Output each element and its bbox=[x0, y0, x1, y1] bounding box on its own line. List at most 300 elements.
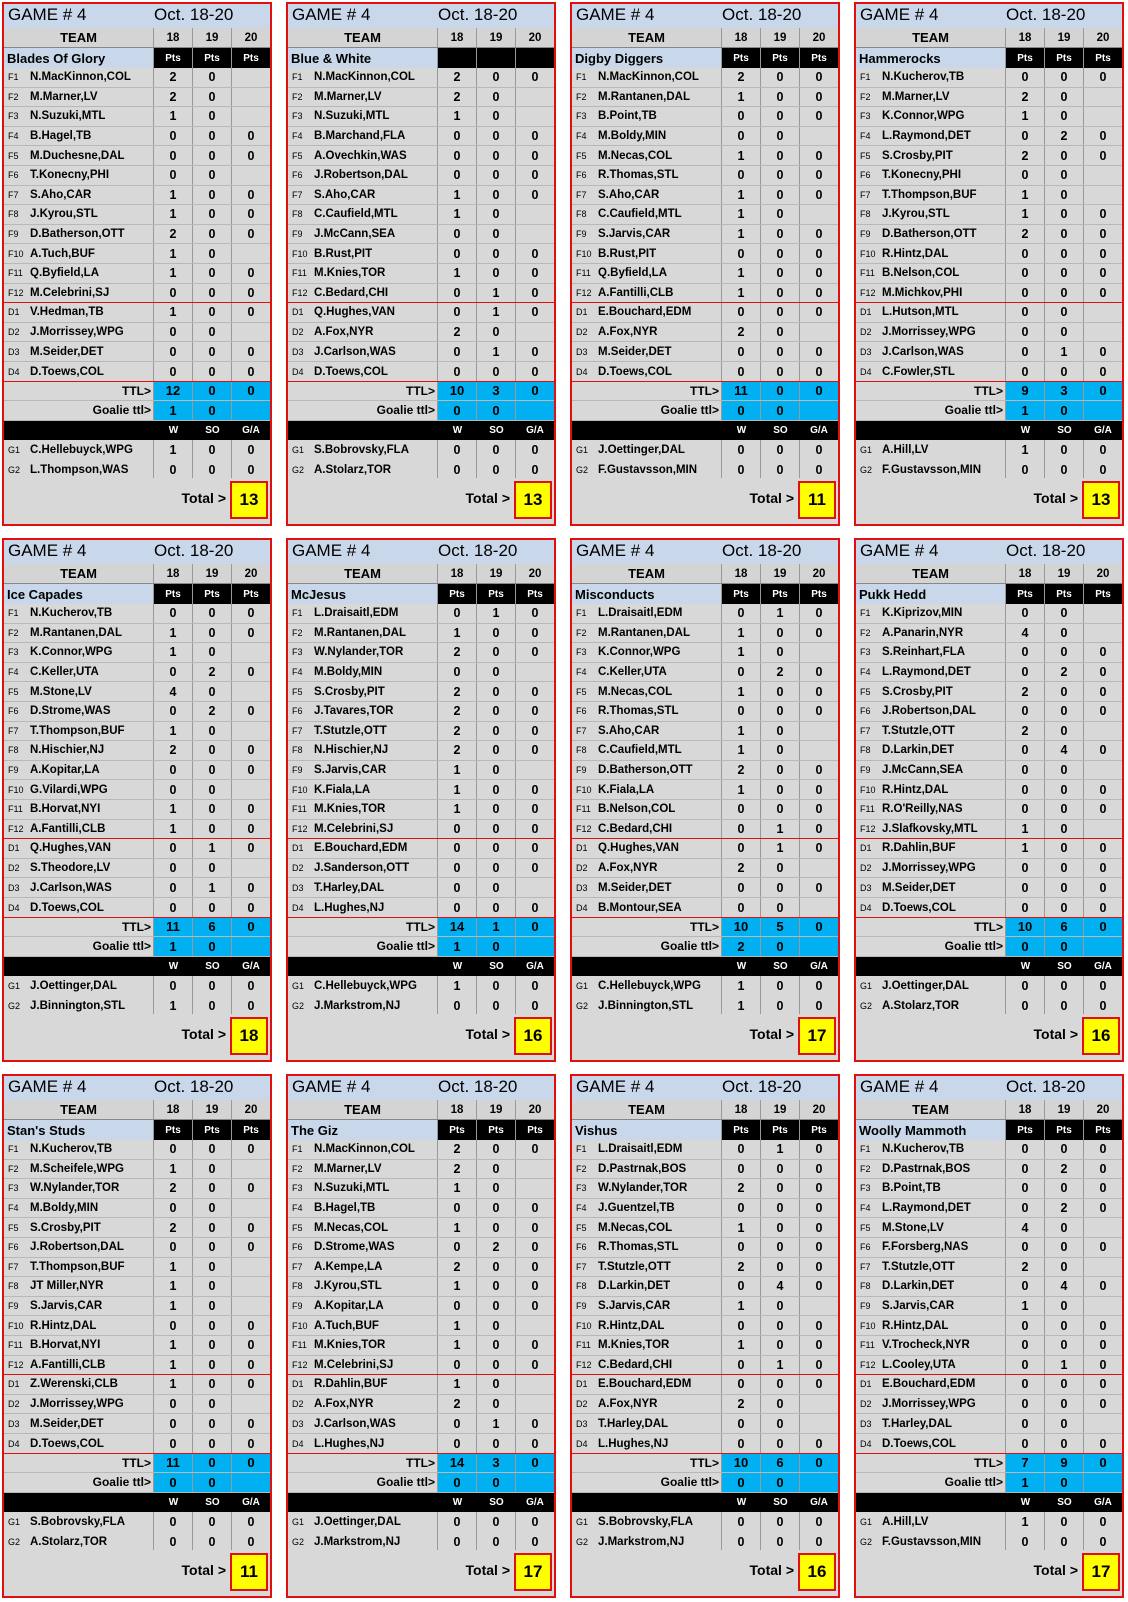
roster-slot: D2 bbox=[292, 863, 304, 874]
stat-value: 0 bbox=[193, 1434, 232, 1454]
player-name: L.Raymond,DET bbox=[882, 130, 971, 143]
stat-value: 0 bbox=[1045, 205, 1084, 224]
player-row bbox=[572, 878, 838, 898]
player-cell bbox=[572, 205, 722, 224]
player-name: S.Crosby,PIT bbox=[314, 685, 385, 698]
stat-value: 0 bbox=[1099, 1534, 1107, 1549]
stat-value: 0 bbox=[1099, 1318, 1107, 1333]
player-name: J.Carlson,WAS bbox=[314, 1417, 396, 1430]
stat-value: 0 bbox=[438, 839, 477, 858]
stat-value: 2 bbox=[438, 88, 477, 107]
player-name: M.Rantanen,DAL bbox=[314, 626, 406, 639]
roster-slot: G1 bbox=[292, 445, 305, 456]
pts-label: Pts bbox=[761, 1120, 800, 1140]
stat-value: 1 bbox=[193, 839, 232, 858]
stat-value: 0 bbox=[1099, 704, 1107, 719]
player-cell bbox=[4, 604, 154, 623]
player-row bbox=[288, 741, 554, 761]
stat-value: 1 bbox=[722, 264, 761, 283]
player-name: A.Kopitar,LA bbox=[30, 764, 100, 777]
total-row bbox=[288, 1014, 554, 1060]
total-label: Total > bbox=[181, 490, 226, 506]
player-row bbox=[4, 1258, 270, 1278]
stat-value: 0 bbox=[1099, 645, 1107, 660]
player-name: M.Rantanen,DAL bbox=[30, 626, 122, 639]
ttl-value: 0 bbox=[800, 1454, 838, 1473]
team-column-label: TEAM bbox=[4, 28, 154, 47]
player-name: Z.Werenski,CLB bbox=[30, 1378, 118, 1391]
player-row bbox=[572, 624, 838, 644]
player-cell bbox=[288, 1512, 438, 1532]
stat-value: 0 bbox=[1045, 323, 1084, 342]
stat-value: 2 bbox=[722, 1258, 761, 1277]
total-row bbox=[4, 1014, 270, 1060]
player-name: M.Rantanen,DAL bbox=[598, 90, 690, 103]
stat-value: 0 bbox=[247, 900, 255, 915]
stat-value: 0 bbox=[1099, 782, 1107, 797]
stat-value: 1 bbox=[154, 996, 193, 1016]
stat-value: 0 bbox=[815, 763, 823, 778]
player-cell bbox=[572, 284, 722, 304]
player-name: A.Fox,NYR bbox=[314, 1398, 374, 1411]
stat-value: 0 bbox=[761, 741, 800, 760]
stat-value: 0 bbox=[1045, 820, 1084, 840]
stat-value: 0 bbox=[722, 702, 761, 721]
pts-label: Pts bbox=[232, 1120, 270, 1140]
stat-value bbox=[1084, 1414, 1122, 1433]
player-cell bbox=[4, 682, 154, 701]
roster-slot: G1 bbox=[576, 445, 589, 456]
stat-value: 0 bbox=[193, 898, 232, 918]
stat-value: 2 bbox=[1006, 682, 1045, 701]
player-cell bbox=[4, 1434, 154, 1454]
stat-value: 0 bbox=[815, 168, 823, 183]
stat-value: 0 bbox=[1045, 976, 1084, 996]
team-column-label: TEAM bbox=[4, 1100, 154, 1119]
player-row bbox=[288, 1512, 554, 1532]
player-row bbox=[288, 68, 554, 88]
player-row bbox=[572, 323, 838, 343]
stat-value: 0 bbox=[438, 1238, 477, 1257]
stat-value: 2 bbox=[722, 1179, 761, 1198]
player-row bbox=[856, 342, 1122, 362]
goalie-ttl-value bbox=[800, 1473, 838, 1492]
stat-value: 0 bbox=[438, 878, 477, 897]
stat-value: 0 bbox=[722, 1356, 761, 1376]
player-cell bbox=[572, 1356, 722, 1376]
player-name: J.Kyrou,STL bbox=[314, 1280, 382, 1293]
stat-value bbox=[516, 1160, 554, 1179]
player-cell bbox=[572, 1218, 722, 1237]
ttl-value: 10 bbox=[722, 918, 761, 937]
player-name: T.Stutzle,OTT bbox=[882, 1260, 955, 1273]
stat-value: 0 bbox=[477, 225, 516, 244]
stat-value bbox=[800, 741, 838, 760]
game-number: GAME # 4 bbox=[292, 541, 371, 560]
stat-value: 0 bbox=[722, 1434, 761, 1454]
stat-value bbox=[232, 722, 270, 741]
stat-value: 0 bbox=[815, 1181, 823, 1196]
player-row bbox=[572, 741, 838, 761]
pts-label: Pts bbox=[1006, 584, 1045, 604]
stat-value: 0 bbox=[761, 342, 800, 361]
stat-value: 0 bbox=[247, 606, 255, 621]
player-name: M.Necas,COL bbox=[598, 149, 673, 162]
stat-value: 0 bbox=[193, 1199, 232, 1218]
player-name: J.Slafkovsky,MTL bbox=[882, 823, 978, 836]
stat-value: 0 bbox=[477, 643, 516, 662]
roster-slot: F8 bbox=[860, 209, 871, 220]
player-name: S.Crosby,PIT bbox=[30, 1221, 101, 1234]
player-row bbox=[288, 1238, 554, 1258]
pts-label: Pts bbox=[516, 1120, 554, 1140]
roster-slot: F12 bbox=[8, 288, 24, 299]
player-cell bbox=[288, 1395, 438, 1414]
stat-value: 2 bbox=[438, 68, 477, 87]
stat-value: 0 bbox=[761, 1258, 800, 1277]
roster-slot: G2 bbox=[8, 1536, 21, 1547]
stat-value: 0 bbox=[1099, 1161, 1107, 1176]
stat-value: 0 bbox=[815, 344, 823, 359]
stat-value: 1 bbox=[722, 1297, 761, 1316]
roster-slot: D2 bbox=[292, 1399, 304, 1410]
ttl-label: TTL> bbox=[4, 1454, 154, 1473]
ttl-value: 0 bbox=[1084, 918, 1122, 937]
stat-value: 1 bbox=[722, 1218, 761, 1237]
player-cell bbox=[4, 186, 154, 205]
total-row bbox=[572, 1550, 838, 1596]
stat-value: 0 bbox=[761, 1316, 800, 1335]
stat-value: 2 bbox=[722, 68, 761, 87]
player-row bbox=[856, 225, 1122, 245]
stat-value: 4 bbox=[1006, 624, 1045, 643]
player-row bbox=[572, 166, 838, 186]
player-name: N.Suzuki,MTL bbox=[30, 110, 106, 123]
ttl-value: 7 bbox=[1006, 1454, 1045, 1473]
stat-value: 0 bbox=[477, 1512, 516, 1532]
goalie-header-blank bbox=[572, 421, 722, 441]
stat-value: 0 bbox=[761, 996, 800, 1016]
player-cell bbox=[856, 1258, 1006, 1277]
player-row bbox=[572, 643, 838, 663]
player-cell bbox=[856, 1140, 1006, 1159]
roster-slot: F10 bbox=[860, 1320, 876, 1331]
game-number: GAME # 4 bbox=[576, 1077, 655, 1096]
days-header-row bbox=[4, 28, 270, 48]
day-label: 20 bbox=[1096, 31, 1110, 44]
player-row bbox=[856, 1199, 1122, 1219]
stat-value: 0 bbox=[531, 1259, 539, 1274]
roster-slot: F11 bbox=[292, 268, 307, 279]
player-row bbox=[4, 440, 270, 460]
team-panel bbox=[570, 1074, 840, 1598]
stat-value: 1 bbox=[438, 1179, 477, 1198]
player-name: N.Hischier,NJ bbox=[30, 744, 105, 757]
player-name: L.Raymond,DET bbox=[882, 1202, 971, 1215]
roster-slot: D4 bbox=[292, 1438, 304, 1449]
player-row bbox=[856, 1532, 1122, 1552]
player-name: M.Marner,LV bbox=[314, 90, 382, 103]
player-name: A.Fox,NYR bbox=[314, 326, 374, 339]
stat-value: 0 bbox=[477, 1434, 516, 1454]
stat-value: 2 bbox=[438, 1258, 477, 1277]
player-row bbox=[856, 460, 1122, 480]
roster-slot: F3 bbox=[8, 1183, 19, 1194]
day-label: 20 bbox=[812, 567, 826, 580]
stat-value: 0 bbox=[722, 1238, 761, 1257]
days-header-row bbox=[4, 1100, 270, 1120]
goalie-header-row bbox=[856, 1493, 1122, 1513]
stat-value: 0 bbox=[438, 1434, 477, 1454]
stat-value: 2 bbox=[1045, 663, 1084, 682]
player-name: L.Draisaitl,EDM bbox=[314, 607, 399, 620]
player-name: J.Markstrom,NJ bbox=[598, 1535, 685, 1548]
stat-value: 0 bbox=[1099, 1515, 1107, 1530]
stat-value: 0 bbox=[193, 624, 232, 643]
stat-value: 0 bbox=[761, 225, 800, 244]
total-row bbox=[4, 478, 270, 524]
player-name: S.Jarvis,CAR bbox=[598, 228, 671, 241]
stat-value: 0 bbox=[193, 1532, 232, 1552]
player-cell bbox=[572, 1277, 722, 1296]
player-row bbox=[572, 1434, 838, 1454]
stat-value: 0 bbox=[1006, 323, 1045, 342]
stat-value: 1 bbox=[761, 820, 800, 840]
player-row bbox=[4, 1218, 270, 1238]
stat-value: 4 bbox=[761, 1277, 800, 1296]
roster-slot: G1 bbox=[576, 981, 589, 992]
roster-slot: D4 bbox=[8, 1438, 20, 1449]
player-name: N.Kucherov,TB bbox=[882, 1143, 965, 1156]
roster-slot: D4 bbox=[8, 366, 20, 377]
player-row bbox=[856, 244, 1122, 264]
roster-slot: F5 bbox=[292, 150, 303, 161]
stat-value: 0 bbox=[722, 166, 761, 185]
player-name: C.Bedard,CHI bbox=[598, 823, 673, 836]
player-cell bbox=[288, 976, 438, 996]
roster-slot: F3 bbox=[8, 111, 19, 122]
roster-slot: D2 bbox=[292, 327, 304, 338]
total-row bbox=[4, 1550, 270, 1596]
player-cell bbox=[856, 107, 1006, 126]
stat-value: 0 bbox=[531, 266, 539, 281]
player-row bbox=[856, 761, 1122, 781]
goalie-ttl-value: 2 bbox=[722, 937, 761, 956]
stat-value: 0 bbox=[1099, 1358, 1107, 1373]
stat-value: 1 bbox=[722, 284, 761, 304]
stat-value: 0 bbox=[722, 898, 761, 918]
goalie-header-row bbox=[572, 421, 838, 441]
stat-value: 0 bbox=[477, 107, 516, 126]
day-label: 19 bbox=[477, 28, 516, 47]
stat-value bbox=[516, 205, 554, 224]
stat-value bbox=[1084, 88, 1122, 107]
stat-value: 1 bbox=[438, 107, 477, 126]
goalie-header-blank bbox=[288, 957, 438, 977]
stat-value: 0 bbox=[1045, 878, 1084, 897]
stat-value: 0 bbox=[477, 1395, 516, 1414]
stat-value: 1 bbox=[761, 1140, 800, 1159]
roster-slot: G1 bbox=[8, 445, 21, 456]
day-label: 19 bbox=[193, 28, 232, 47]
stat-value: 1 bbox=[154, 1336, 193, 1355]
player-name: R.O'Reilly,NAS bbox=[882, 803, 963, 816]
stat-value: 0 bbox=[815, 1515, 823, 1530]
player-row bbox=[288, 1199, 554, 1219]
pts-label: Pts bbox=[1084, 584, 1122, 604]
player-row bbox=[288, 460, 554, 480]
player-row bbox=[572, 1258, 838, 1278]
player-row bbox=[572, 682, 838, 702]
stat-value: 0 bbox=[247, 704, 255, 719]
player-row bbox=[572, 1512, 838, 1532]
stat-value: 0 bbox=[477, 1297, 516, 1316]
stat-value: 0 bbox=[761, 1238, 800, 1257]
pts-label: Pts bbox=[154, 584, 193, 604]
team-column-label: TEAM bbox=[856, 28, 1006, 47]
player-cell bbox=[572, 264, 722, 283]
roster-slot: F4 bbox=[860, 131, 871, 142]
day-label: 19 bbox=[1045, 28, 1084, 47]
stat-value: 0 bbox=[815, 1142, 823, 1157]
player-cell bbox=[288, 682, 438, 701]
ttl-value: 0 bbox=[1084, 1454, 1122, 1473]
player-cell bbox=[856, 839, 1006, 858]
player-row bbox=[856, 440, 1122, 460]
stat-value: 4 bbox=[154, 682, 193, 701]
roster-slot: F12 bbox=[860, 1360, 876, 1371]
roster-slot: F2 bbox=[8, 91, 19, 102]
stat-value: 0 bbox=[1045, 996, 1084, 1016]
team-panel bbox=[2, 538, 272, 1062]
player-name: T.Konecny,PHI bbox=[882, 169, 962, 182]
stat-value: 0 bbox=[193, 1179, 232, 1198]
roster-slot: F2 bbox=[860, 91, 871, 102]
days-header-row bbox=[288, 564, 554, 584]
stat-value: 2 bbox=[1006, 146, 1045, 165]
ttl-row bbox=[856, 382, 1122, 402]
stat-value: 0 bbox=[722, 362, 761, 382]
days-header-row bbox=[572, 564, 838, 584]
game-header bbox=[572, 4, 838, 28]
stat-value: 0 bbox=[761, 1297, 800, 1316]
stat-value: 0 bbox=[438, 166, 477, 185]
roster-slot: G2 bbox=[292, 1000, 305, 1011]
player-name: K.Fiala,LA bbox=[314, 783, 371, 796]
stat-value: 0 bbox=[193, 186, 232, 205]
stat-value: 0 bbox=[477, 186, 516, 205]
roster-slot: F8 bbox=[292, 745, 303, 756]
roster-slot: G1 bbox=[292, 981, 305, 992]
stat-value: 0 bbox=[1006, 1395, 1045, 1414]
stat-value: 0 bbox=[1006, 1356, 1045, 1376]
stat-value: 0 bbox=[531, 246, 539, 261]
total-row bbox=[856, 1550, 1122, 1596]
player-name: S.Jarvis,CAR bbox=[314, 764, 387, 777]
player-row bbox=[856, 1238, 1122, 1258]
ttl-value: 14 bbox=[438, 1454, 477, 1473]
stat-value: 0 bbox=[247, 1377, 255, 1392]
player-cell bbox=[572, 342, 722, 361]
ttl-value: 5 bbox=[761, 918, 800, 937]
roster-slot: F1 bbox=[8, 608, 19, 619]
stat-value: 0 bbox=[1006, 284, 1045, 304]
roster-slot: F1 bbox=[8, 1144, 19, 1155]
player-name: A.Hill,LV bbox=[882, 1516, 929, 1529]
stat-value: 0 bbox=[438, 604, 477, 623]
roster-slot: D2 bbox=[860, 863, 872, 874]
player-name: Q.Byfield,LA bbox=[598, 267, 668, 280]
player-cell bbox=[288, 1434, 438, 1454]
stat-value: 0 bbox=[815, 1201, 823, 1216]
total-score: 17 bbox=[798, 1017, 836, 1055]
stat-value: 1 bbox=[154, 1356, 193, 1376]
player-name: T.Stutzle,OTT bbox=[598, 1260, 671, 1273]
pts-label bbox=[516, 48, 554, 68]
player-name: A.Tuch,BUF bbox=[30, 247, 95, 260]
player-cell bbox=[856, 68, 1006, 87]
day-label: 19 bbox=[761, 564, 800, 583]
player-name: N.Kucherov,TB bbox=[30, 607, 113, 620]
stat-value: 0 bbox=[1099, 344, 1107, 359]
stat-value: 0 bbox=[722, 1532, 761, 1552]
player-name: M.Scheifele,WPG bbox=[30, 1162, 124, 1175]
roster-slot: F2 bbox=[8, 1163, 19, 1174]
roster-slot: F9 bbox=[860, 765, 871, 776]
total-score: 11 bbox=[230, 1553, 268, 1591]
game-dates: Oct. 18-20 bbox=[1006, 541, 1086, 560]
ttl-value: 11 bbox=[722, 382, 761, 401]
total-score: 17 bbox=[514, 1553, 552, 1591]
stat-value bbox=[232, 323, 270, 342]
stat-value: 0 bbox=[193, 1414, 232, 1433]
pts-label: Pts bbox=[477, 1120, 516, 1140]
total-score: 13 bbox=[514, 481, 552, 519]
player-cell bbox=[572, 186, 722, 205]
player-cell bbox=[856, 1218, 1006, 1237]
pts-label: Pts bbox=[1006, 1120, 1045, 1140]
stat-value: 1 bbox=[438, 1336, 477, 1355]
stat-value: 1 bbox=[1006, 820, 1045, 840]
player-cell bbox=[4, 127, 154, 146]
roster-slot: F11 bbox=[8, 268, 23, 279]
player-row bbox=[4, 68, 270, 88]
game-header bbox=[288, 4, 554, 28]
stat-value: 0 bbox=[477, 702, 516, 721]
stat-value: 0 bbox=[1006, 1434, 1045, 1454]
roster-slot: F5 bbox=[576, 150, 587, 161]
player-cell bbox=[856, 342, 1006, 361]
player-cell bbox=[572, 303, 722, 322]
player-cell bbox=[856, 303, 1006, 322]
days-header-row bbox=[288, 1100, 554, 1120]
team-name-row bbox=[572, 48, 838, 68]
stat-value: 2 bbox=[438, 1140, 477, 1159]
player-name: J.Morrissey,WPG bbox=[882, 862, 976, 875]
player-cell bbox=[4, 702, 154, 721]
team-column-label: TEAM bbox=[572, 28, 722, 47]
roster-slot: G1 bbox=[8, 1517, 21, 1528]
ttl-value: 6 bbox=[193, 918, 232, 937]
stat-value: 0 bbox=[247, 462, 255, 477]
goalie-col-label: W bbox=[1020, 961, 1031, 973]
player-row bbox=[856, 205, 1122, 225]
stat-value bbox=[516, 225, 554, 244]
stat-value: 2 bbox=[1045, 1199, 1084, 1218]
player-row bbox=[572, 460, 838, 480]
goalie-ttl-label: Goalie ttl> bbox=[856, 401, 1006, 420]
goalie-ttl-label: Goalie ttl> bbox=[856, 1473, 1006, 1492]
